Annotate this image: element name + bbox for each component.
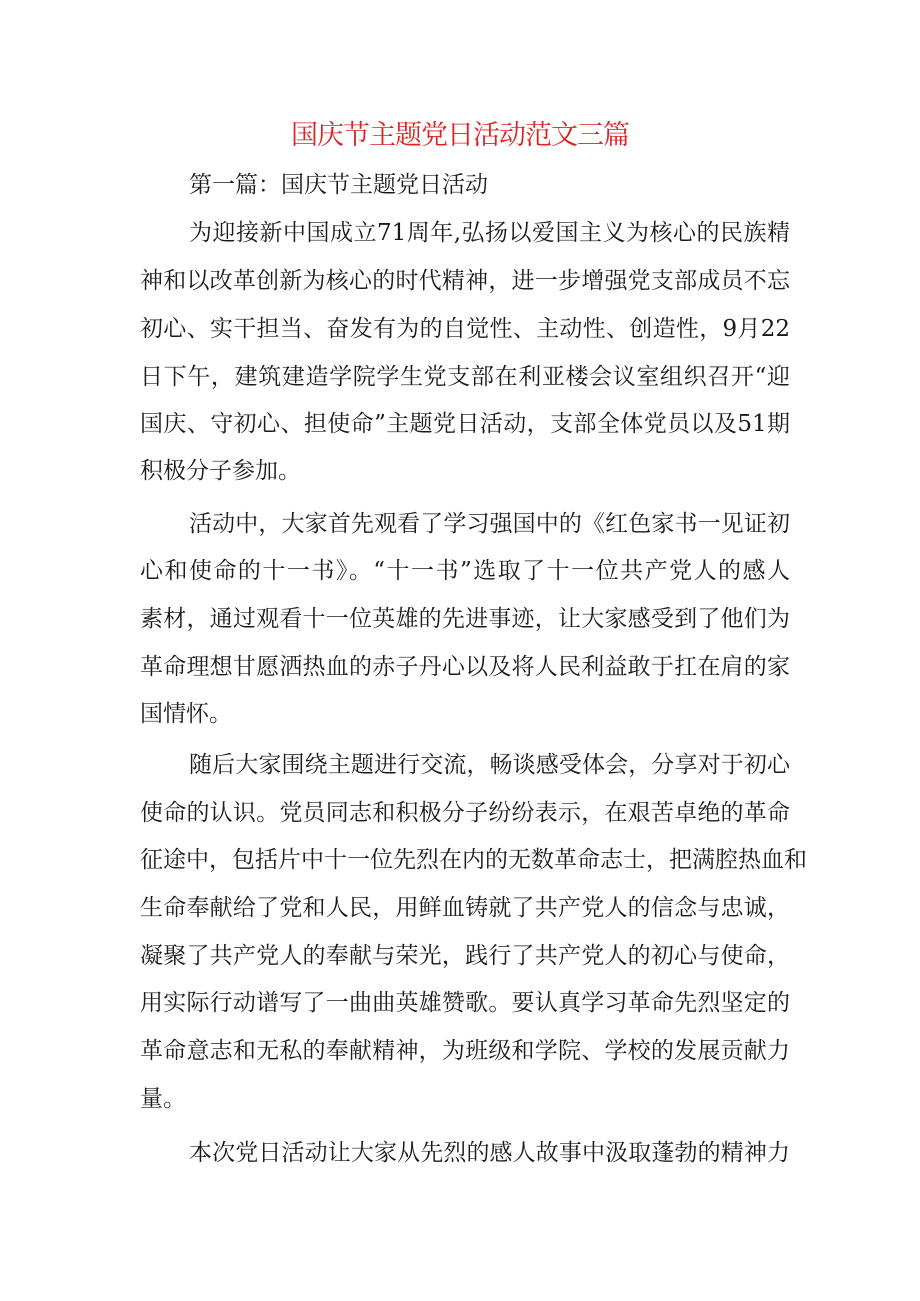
paragraph-line: 神和以改革创新为核心的时代精神，进一步增强党支部成员不忘 xyxy=(140,268,790,294)
paragraph-line: 本次党日活动让大家从先烈的感人故事中汲取蓬勃的精神力 xyxy=(189,1140,790,1166)
paragraph-line: 随后大家围绕主题进行交流，畅谈感受体会，分享对于初心 xyxy=(189,752,790,778)
paragraph-line: 量。 xyxy=(140,1086,186,1112)
paragraph-line: 活动中，大家首先观看了学习强国中的《红色家书一见证初 xyxy=(189,511,790,537)
section-heading: 第一篇：国庆节主题党日活动 xyxy=(189,172,488,198)
paragraph-line: 初心、实干担当、奋发有为的自觉性、主动性、创造性，9月22 xyxy=(140,316,790,342)
paragraph-line: 积极分子参加。 xyxy=(140,458,301,484)
document-title: 国庆节主题党日活动范文三篇 xyxy=(291,120,629,151)
paragraph-line: 革命理想甘愿洒热血的赤子丹心以及将人民利益敢于扛在肩的家 xyxy=(140,654,790,680)
paragraph-line: 用实际行动谱写了一曲曲英雄赞歌。要认真学习革命先烈坚定的 xyxy=(140,990,790,1016)
paragraph-line: 国情怀。 xyxy=(140,701,232,727)
paragraph-line: 心和使命的十一书》。“十一书”选取了十一位共产党人的感人 xyxy=(140,558,790,584)
paragraph-line: 生命奉献给了党和人民，用鲜血铸就了共产党人的信念与忠诚， xyxy=(140,895,790,921)
paragraph-line: 国庆、守初心、担使命”主题党日活动，支部全体党员以及51期 xyxy=(140,411,790,437)
paragraph-line: 凝聚了共产党人的奉献与荣光，践行了共产党人的初心与使命， xyxy=(140,943,790,969)
paragraph-line: 使命的认识。党员同志和积极分子纷纷表示，在艰苦卓绝的革命 xyxy=(140,800,790,826)
paragraph-line: 素材，通过观看十一位英雄的先进事迹，让大家感受到了他们为 xyxy=(140,606,790,632)
paragraph-line: 为迎接新中国成立71周年,弘扬以爱国主义为核心的民族精 xyxy=(189,220,790,246)
paragraph-line: 革命意志和无私的奉献精神，为班级和学院、学校的发展贡献力 xyxy=(140,1038,790,1064)
paragraph-line: 日下午，建筑建造学院学生党支部在利亚楼会议室组织召开“迎 xyxy=(140,364,790,390)
paragraph-line: 征途中，包括片中十一位先烈在内的无数革命志士，把满腔热血和 xyxy=(140,847,807,873)
